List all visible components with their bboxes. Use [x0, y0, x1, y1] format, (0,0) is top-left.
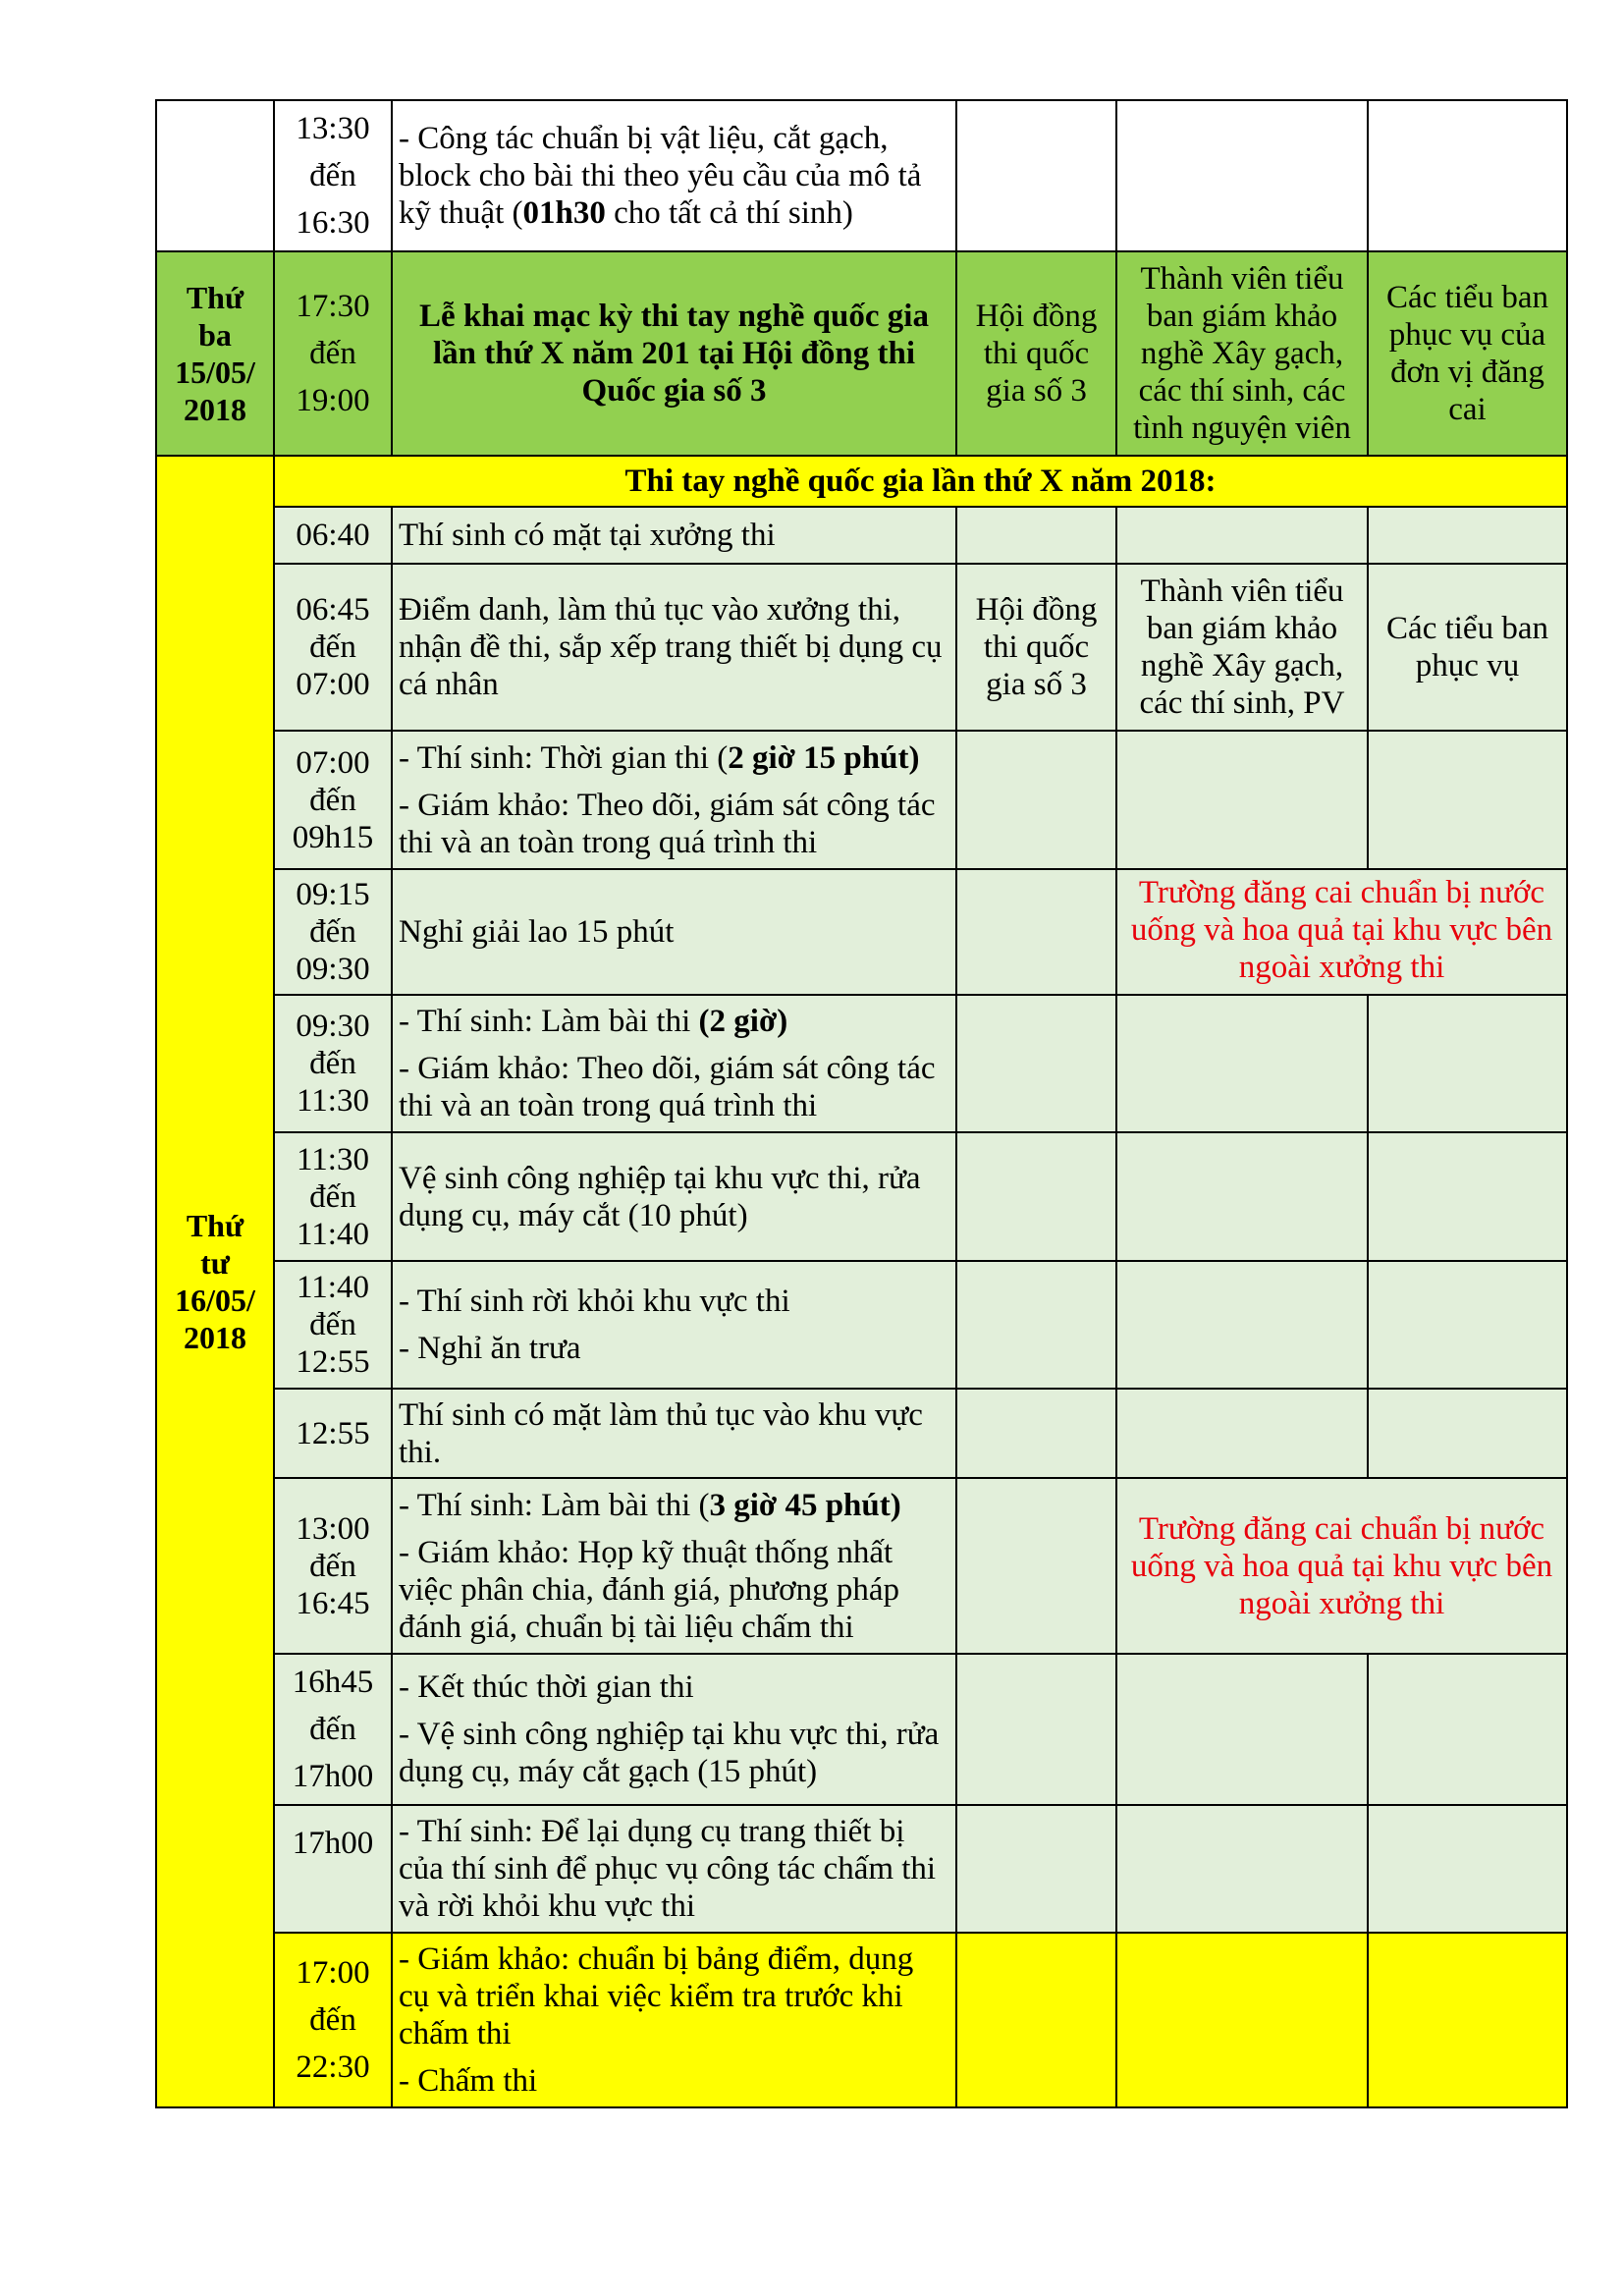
table-row [156, 731, 1567, 869]
time-cell: 06:45 đến 07:00 [274, 564, 392, 731]
service-cell [1368, 1654, 1567, 1805]
table-row [156, 100, 1567, 251]
time-cell: 17:00 đến 22:30 [274, 1933, 392, 2107]
time-cell: 12:55 [274, 1389, 392, 1478]
place-cell [956, 869, 1116, 995]
participants-cell [1116, 1261, 1368, 1389]
activity-cell: - Kết thúc thời gian thi - Vệ sinh công nghiệp tại khu vực thi, rửa dụng cụ, máy cắt gạch (15 phút) [392, 1654, 956, 1805]
table-row [156, 564, 1567, 731]
activity-cell: Lễ khai mạc kỳ thi tay nghề quốc gia lần thứ X năm 201 tại Hội đồng thi Quốc gia số 3 [392, 251, 956, 456]
time-cell: 17h00 [274, 1805, 392, 1933]
participants-cell [1116, 1389, 1368, 1478]
activity-cell: Thí sinh có mặt tại xưởng thi [392, 507, 956, 564]
time-start: 13:30 [296, 111, 370, 146]
activity-cell: - Thí sinh: Làm bài thi (2 giờ) - Giám khảo: Theo dõi, giám sát công tác thi và an toàn trong quá trình thi [392, 995, 956, 1132]
time-cell: 17:30 đến 19:00 [274, 251, 392, 456]
table-row [156, 995, 1567, 1132]
host-note: Trường đăng cai chuẩn bị nước uống và hoa quả tại khu vực bên ngoài xưởng thi [1116, 1478, 1567, 1654]
place-cell: Hội đồng thi quốc gia số 3 [956, 251, 1116, 456]
activity-cell: - Thí sinh rời khỏi khu vực thi - Nghỉ ăn trưa [392, 1261, 956, 1389]
day-cell: Thứ tư 16/05/ 2018 [156, 456, 274, 2107]
participants-cell [1116, 100, 1368, 251]
day-cell: Thứ ba 15/05/ 2018 [156, 251, 274, 456]
time-cell: 11:30 đến 11:40 [274, 1132, 392, 1261]
service-cell [1368, 507, 1567, 564]
time-cell: 09:30 đến 11:30 [274, 995, 392, 1132]
place-cell [956, 1389, 1116, 1478]
table-row [156, 1132, 1567, 1261]
participants-cell [1116, 1933, 1368, 2107]
table-row [156, 1933, 1567, 2107]
service-cell [1368, 100, 1567, 251]
table-row [156, 1654, 1567, 1805]
participants-cell: Thành viên tiểu ban giám khảo nghề Xây gạch, các thí sinh, các tình nguyện viên [1116, 251, 1368, 456]
place-cell [956, 1132, 1116, 1261]
table-row [156, 507, 1567, 564]
service-cell: Các tiểu ban phục vụ [1368, 564, 1567, 731]
service-cell [1368, 1261, 1567, 1389]
section-title: Thi tay nghề quốc gia lần thứ X năm 2018: [274, 456, 1567, 507]
host-note: Trường đăng cai chuẩn bị nước uống và hoa quả tại khu vực bên ngoài xưởng thi [1116, 869, 1567, 995]
time-cell: 13:00 đến 16:45 [274, 1478, 392, 1654]
day-cell [156, 100, 274, 251]
table-row [156, 1478, 1567, 1654]
service-cell [1368, 1933, 1567, 2107]
activity-cell: - Thí sinh: Làm bài thi (3 giờ 45 phút) - Giám khảo: Họp kỹ thuật thống nhất việc phân chia, đánh giá, phương pháp đánh giá, chuẩn bị tài liệu chấm thi [392, 1478, 956, 1654]
place-cell [956, 1654, 1116, 1805]
participants-cell [1116, 995, 1368, 1132]
time-cell: 09:15 đến 09:30 [274, 869, 392, 995]
participants-cell [1116, 1654, 1368, 1805]
place-cell: Hội đồng thi quốc gia số 3 [956, 564, 1116, 731]
activity-cell: Nghỉ giải lao 15 phút [392, 869, 956, 995]
service-cell [1368, 1132, 1567, 1261]
place-cell [956, 1478, 1116, 1654]
table-row [156, 251, 1567, 456]
activity-cell: - Thí sinh: Để lại dụng cụ trang thiết bị của thí sinh để phục vụ công tác chấm thi và rời khỏi khu vực thi [392, 1805, 956, 1933]
time-end: 16:30 [296, 205, 370, 241]
table-row [156, 1261, 1567, 1389]
participants-cell [1116, 1132, 1368, 1261]
service-cell [1368, 995, 1567, 1132]
table-row [156, 1805, 1567, 1933]
place-cell [956, 1933, 1116, 2107]
table-row [156, 456, 1567, 507]
activity-cell: - Giám khảo: chuẩn bị bảng điểm, dụng cụ và triển khai việc kiểm tra trước khi chấm thi - Chấm thi [392, 1933, 956, 2107]
service-cell [1368, 731, 1567, 869]
service-cell: Các tiểu ban phục vụ của đơn vị đăng cai [1368, 251, 1567, 456]
time-cell: 07:00 đến 09h15 [274, 731, 392, 869]
participants-cell [1116, 1805, 1368, 1933]
schedule-table [155, 99, 1568, 2108]
activity-cell: Điểm danh, làm thủ tục vào xưởng thi, nhận đề thi, sắp xếp trang thiết bị dụng cụ cá nhân [392, 564, 956, 731]
place-cell [956, 1261, 1116, 1389]
time-cell: 06:40 [274, 507, 392, 564]
participants-cell: Thành viên tiểu ban giám khảo nghề Xây gạch, các thí sinh, PV [1116, 564, 1368, 731]
time-cell [274, 100, 392, 251]
time-cell: 11:40 đến 12:55 [274, 1261, 392, 1389]
participants-cell [1116, 731, 1368, 869]
service-cell [1368, 1389, 1567, 1478]
time-to: đến [309, 158, 356, 193]
place-cell [956, 995, 1116, 1132]
place-cell [956, 507, 1116, 564]
activity-cell: - Thí sinh: Thời gian thi (2 giờ 15 phút) - Giám khảo: Theo dõi, giám sát công tác thi và an toàn trong quá trình thi [392, 731, 956, 869]
table-row [156, 869, 1567, 995]
activity-cell: Vệ sinh công nghiệp tại khu vực thi, rửa dụng cụ, máy cắt (10 phút) [392, 1132, 956, 1261]
time-cell: 16h45 đến 17h00 [274, 1654, 392, 1805]
activity-cell: Thí sinh có mặt làm thủ tục vào khu vực thi. [392, 1389, 956, 1478]
place-cell [956, 1805, 1116, 1933]
participants-cell [1116, 507, 1368, 564]
table-row [156, 1389, 1567, 1478]
place-cell [956, 731, 1116, 869]
service-cell [1368, 1805, 1567, 1933]
activity-cell: - Công tác chuẩn bị vật liệu, cắt gạch, block cho bài thi theo yêu cầu của mô tả kỹ thuật (01h30 cho tất cả thí sinh) [392, 100, 956, 251]
place-cell [956, 100, 1116, 251]
